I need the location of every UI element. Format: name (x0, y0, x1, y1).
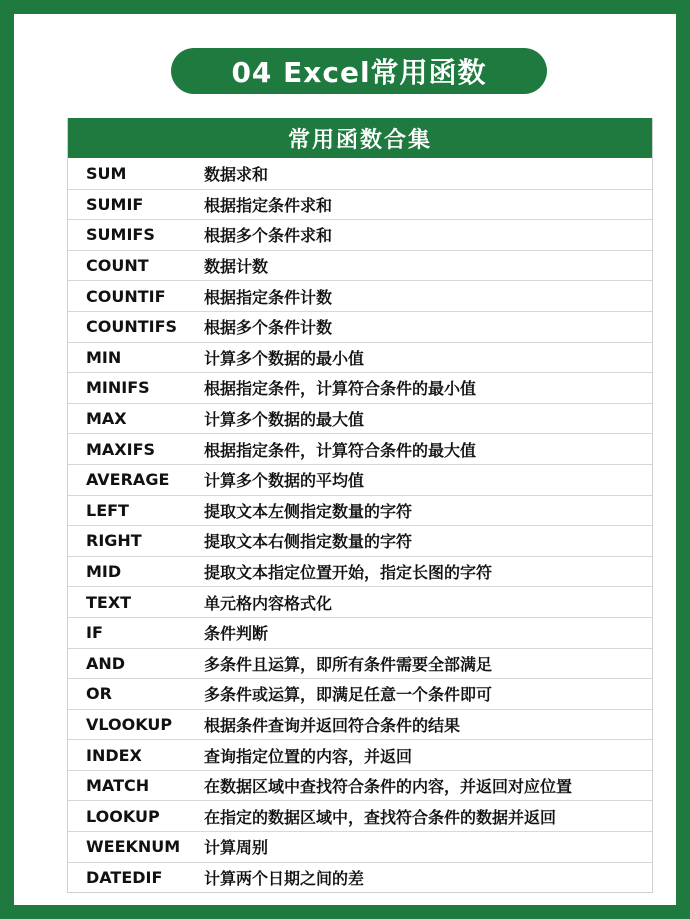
function-name: MAX (86, 409, 127, 429)
function-name: WEEKNUM (86, 837, 181, 857)
table-row (68, 586, 652, 617)
function-name: COUNTIFS (86, 317, 178, 337)
table-row (68, 831, 652, 862)
function-name: VLOOKUP (86, 714, 173, 734)
table-row (68, 862, 652, 893)
function-description: 提取文本右侧指定数量的字符 (204, 532, 413, 552)
function-name: SUM (86, 163, 127, 183)
table-row (68, 433, 652, 464)
table-title: 常用函数合集 (68, 118, 652, 158)
function-description: 根据指定条件，计算符合条件的最小值 (204, 379, 477, 399)
table-row (68, 556, 652, 587)
function-name: LEFT (86, 500, 129, 520)
table-row (68, 739, 652, 770)
table-row (68, 372, 652, 403)
function-name: COUNTIF (86, 286, 166, 306)
function-name: MAXIFS (86, 439, 156, 459)
function-description: 提取文本左侧指定数量的字符 (204, 501, 413, 521)
function-name: IF (86, 623, 103, 643)
content-card (14, 14, 676, 905)
function-description: 查询指定位置的内容，并返回 (204, 746, 413, 766)
function-description: 数据求和 (204, 164, 269, 184)
function-name: MINIFS (86, 378, 150, 398)
table-row (68, 678, 652, 709)
function-name: RIGHT (86, 531, 142, 551)
table-row (68, 495, 652, 526)
table-row (68, 464, 652, 495)
function-name: MID (86, 562, 122, 582)
function-name: INDEX (86, 745, 142, 765)
function-name: LOOKUP (86, 806, 160, 826)
function-description: 多条件或运算，即满足任意一个条件即可 (204, 685, 493, 705)
table-row (68, 525, 652, 556)
table-row (68, 648, 652, 679)
function-description: 计算多个数据的最大值 (204, 410, 365, 430)
function-description: 根据多个条件计数 (204, 318, 333, 338)
table-row (68, 219, 652, 250)
function-description: 计算周别 (204, 838, 269, 858)
function-description: 单元格内容格式化 (204, 593, 333, 613)
function-name: MIN (86, 347, 122, 367)
function-name: COUNT (86, 256, 149, 276)
function-description: 根据指定条件，计算符合条件的最大值 (204, 440, 477, 460)
table-row (68, 617, 652, 648)
table-row (68, 280, 652, 311)
function-name: AVERAGE (86, 470, 170, 490)
function-description: 根据指定条件计数 (204, 287, 333, 307)
table-row (68, 800, 652, 831)
table-row (68, 311, 652, 342)
table-row (68, 158, 652, 189)
table-row (68, 189, 652, 220)
function-description: 多条件且运算，即所有条件需要全部满足 (204, 654, 493, 674)
function-description: 在指定的数据区域中，查找符合条件的数据并返回 (204, 807, 557, 827)
function-description: 根据指定条件求和 (204, 195, 333, 215)
page-title: 04 Excel常用函数 (171, 48, 547, 94)
table-row (68, 709, 652, 740)
function-description: 根据多个条件求和 (204, 226, 333, 246)
function-description: 数据计数 (204, 257, 269, 277)
table-body (68, 158, 652, 892)
function-name: SUMIF (86, 194, 144, 214)
function-table (67, 118, 653, 893)
function-description: 条件判断 (204, 624, 269, 644)
function-description: 计算多个数据的平均值 (204, 471, 365, 491)
table-row (68, 403, 652, 434)
function-description: 根据条件查询并返回符合条件的结果 (204, 715, 461, 735)
function-description: 计算多个数据的最小值 (204, 348, 365, 368)
function-description: 计算两个日期之间的差 (204, 868, 365, 888)
function-name: DATEDIF (86, 867, 163, 887)
function-name: SUMIFS (86, 225, 155, 245)
function-name: MATCH (86, 776, 150, 796)
table-row (68, 342, 652, 373)
table-row (68, 250, 652, 281)
function-description: 在数据区域中查找符合条件的内容，并返回对应位置 (204, 777, 573, 797)
function-description: 提取文本指定位置开始，指定长图的字符 (204, 563, 493, 583)
function-name: AND (86, 653, 126, 673)
table-row (68, 770, 652, 801)
function-name: OR (86, 684, 112, 704)
function-name: TEXT (86, 592, 132, 612)
